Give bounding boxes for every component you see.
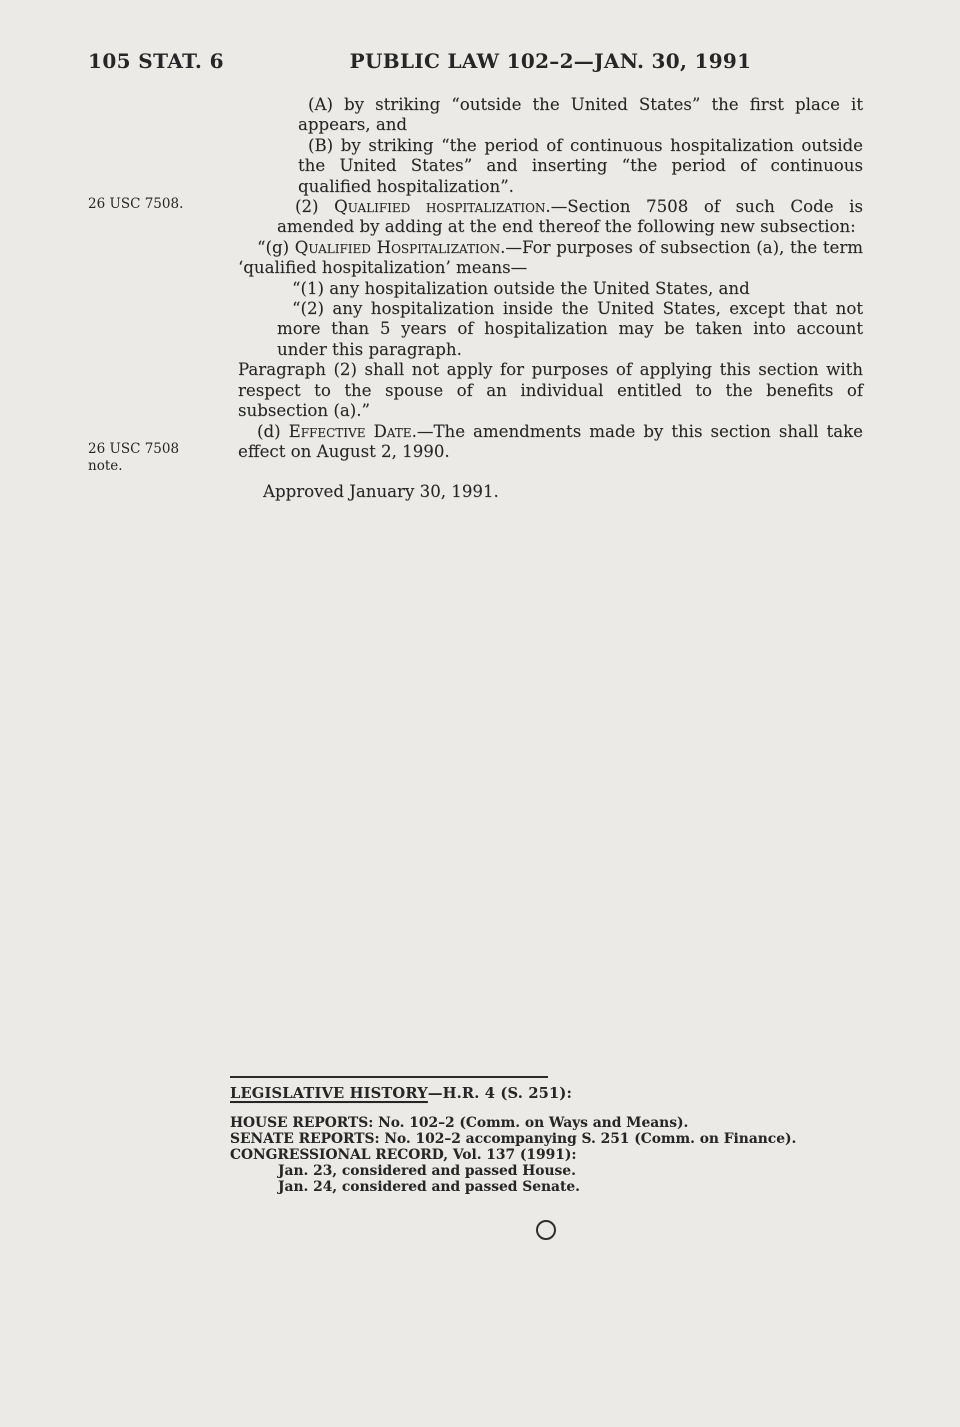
legislative-history-rule	[230, 1076, 548, 1078]
margin-note-text-line2: note.	[88, 458, 123, 474]
law-header-title: PUBLIC LAW 102–2—JAN. 30, 1991	[349, 49, 752, 73]
legislative-history-title-underlined: LEGISLATIVE HISTORY	[230, 1085, 428, 1102]
quoted-paragraph-1: “(1) any hospitalization outside the United States, and	[292, 278, 750, 298]
approved-date-line: Approved January 30, 1991.	[263, 482, 499, 502]
subsection-d-effective-date	[238, 422, 863, 463]
end-of-law-circle-icon	[536, 1220, 556, 1240]
senate-reports-line: SENATE REPORTS: No. 102–2 accompanying S. 251 (Comm. on Finance).	[230, 1131, 797, 1147]
subsection-g-number: “(g)	[257, 237, 295, 257]
clause-b-paragraph: (B) by striking “the period of continuous hospitalization outside the United States” and inserting “the period of continuous qualified hospitalization”.	[298, 135, 863, 196]
margin-note-usc-7508-note	[88, 441, 228, 475]
clause-a-paragraph: (A) by striking “outside the United States” the first place it appears, and	[298, 95, 863, 135]
paragraph-2-text: —Section 7508 of such Code is amended by adding at the end thereof the following new subsection:	[277, 197, 863, 237]
stat-page-number: 105 STAT. 6	[88, 49, 224, 73]
subsection-d-text: —The amendments made by this section shall take effect on August 2, 1990.	[238, 421, 863, 461]
legislative-history-title	[230, 1086, 810, 1102]
subsection-d-number: (d)	[257, 421, 289, 441]
congressional-record-line: CONGRESSIONAL RECORD, Vol. 137 (1991):	[230, 1147, 577, 1163]
subsection-g-text: —For purposes of subsection (a), the term ‘qualified hospitalization’ means—	[238, 237, 864, 278]
subsection-d-heading: Effective Date.	[288, 421, 417, 441]
margin-note-text-line1: 26 USC 7508	[88, 441, 180, 457]
statute-body	[238, 95, 863, 503]
record-item-house: Jan. 23, considered and passed House.	[278, 1163, 576, 1179]
house-reports-line: HOUSE REPORTS: No. 102–2 (Comm. on Ways and Means).	[230, 1115, 689, 1131]
paragraph-2-heading: Qualified hospitalization.	[334, 197, 551, 217]
margin-note-text: 26 USC 7508.	[88, 196, 184, 212]
flush-paragraph-spouse-rule: Paragraph (2) shall not apply for purposes of applying this section with respect to the spouse of an individual entitled to the benefits of subsection (a).”	[238, 360, 863, 421]
paragraph-2-number: (2)	[295, 197, 335, 217]
subsection-g-heading: Qualified Hospitalization.	[294, 237, 506, 257]
legislative-history-block	[230, 1076, 810, 1195]
quoted-paragraph-2: “(2) any hospitalization inside the United States, except that not more than 5 years of hospitalization may be taken into account under this paragraph.	[277, 299, 863, 359]
margin-note-usc-7508	[88, 196, 228, 213]
subsection-g-paragraph	[238, 238, 863, 279]
legislative-history-title-rest: —H.R. 4 (S. 251):	[427, 1085, 573, 1102]
paragraph-2-qualified-hospitalization	[238, 197, 863, 238]
record-item-senate: Jan. 24, considered and passed Senate.	[278, 1179, 580, 1195]
